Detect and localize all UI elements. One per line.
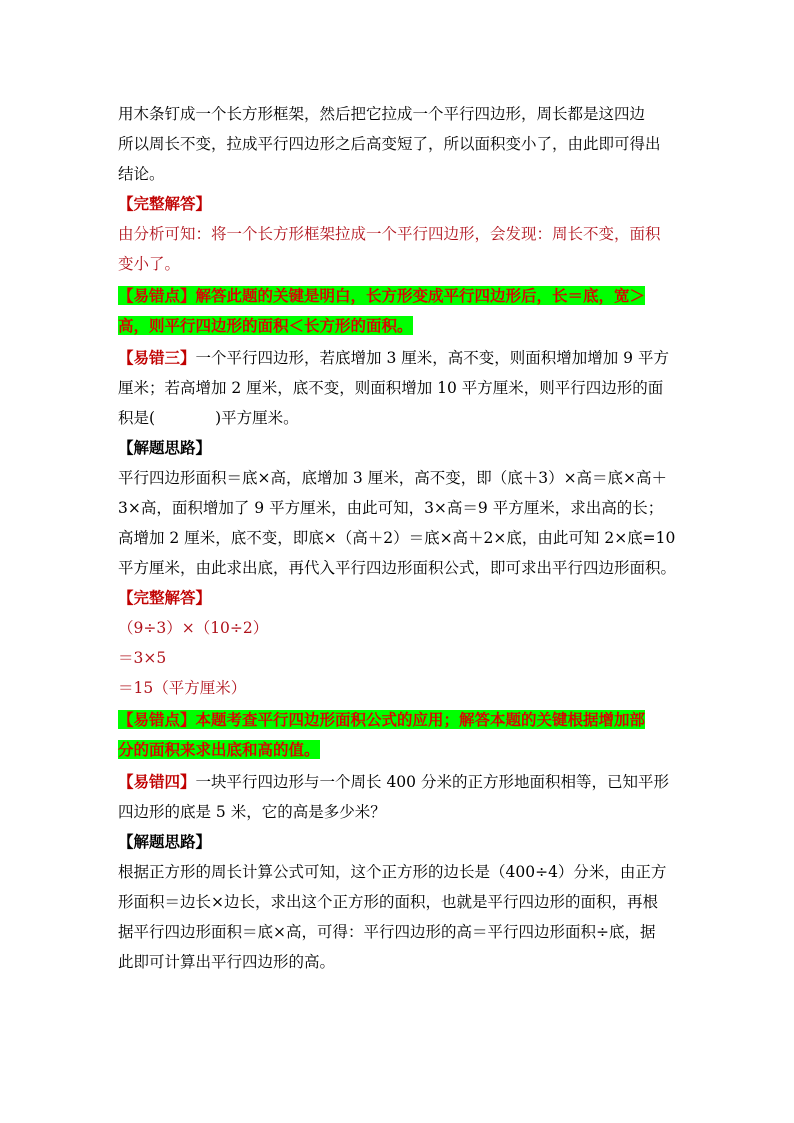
approach-line: 高增加 2 厘米，底不变，即底×（高＋2）＝底×高＋2×底，由此可知 2×底=10 [118,529,676,547]
answer-line: ＝3×5 [118,649,167,667]
problem-tag: 【易错三】 [118,348,196,367]
analysis-line: 用木条钉成一个长方形框架，然后把它拉成一个平行四边形，周长都是这四边 [118,105,646,123]
answer-line: （9÷3）×（10÷2） [118,619,269,637]
answer-line: 由分析可知：将一个长方形框架拉成一个平行四边形，会发现：周长不变，面积 [118,225,661,243]
analysis-line: 所以周长不变，拉成平行四边形之后高变短了，所以面积变小了，由此即可得出 [118,135,661,153]
analysis-line: 结论。 [118,165,165,183]
problem-tag: 【易错四】 [118,772,196,791]
approach-line: 形面积＝边长×边长，求出这个正方形的面积，也就是平行四边形的面积，再根 [118,893,658,911]
approach-line: 此即可计算出平行四边形的高。 [118,953,336,971]
approach-line: 据平行四边形面积＝底×高，可得：平行四边形的高＝平行四边形面积÷底，据 [118,923,656,941]
answer-line: 变小了。 [118,255,181,273]
document-body [118,99,683,977]
problem-four [118,767,683,797]
error-point-block [118,705,683,765]
error-point-block [118,281,683,341]
approach-heading: 【解题思路】 [118,832,212,851]
problem-line: 四边形的底是 5 米，它的高是多少米？ [118,803,386,821]
problem-line: 厘米；若高增加 2 厘米，底不变，则面积增加 10 平方厘米，则平行四边形的面 [118,379,664,397]
approach-line: 3×高，面积增加了 9 平方厘米，由此可知，3×高＝9 平方厘米，求出高的长； [118,499,664,517]
problem-line [118,403,683,433]
approach-line: 根据正方形的周长计算公式可知，这个正方形的边长是（400÷4）分米，由正方 [118,863,667,881]
problem-text: 一块平行四边形与一个周长 400 分米的正方形地面积相等，已知平形 [195,773,669,791]
problem-three [118,343,683,373]
approach-line: 平方厘米，由此求出底，再代入平行四边形面积公式，即可求出平行四边形面积。 [118,559,677,577]
approach-line: 平行四边形面积＝底×高，底增加 3 厘米，高不变，即（底＋3）×高＝底×高＋ [118,469,668,487]
problem-text: 积是( [118,409,156,427]
error-point-line: 【易错点】本题考查平行四边形面积公式的应用；解答本题的关键根据增加部 [118,710,646,729]
error-point-line: 分的面积来求出底和高的值。 [118,740,320,759]
answer-line: ＝15（平方厘米） [118,679,247,697]
error-point-line: 高，则平行四边形的面积＜长方形的面积。 [118,316,413,335]
answer-heading: 【完整解答】 [118,588,212,607]
answer-heading: 【完整解答】 [118,194,212,213]
problem-text: 一个平行四边形，若底增加 3 厘米，高不变，则面积增加增加 9 平方 [195,349,669,367]
error-point-line: 【易错点】解答此题的关键是明白，长方形变成平行四边形后，长＝底，宽＞ [118,286,646,305]
problem-text: )平方厘米。 [215,409,299,427]
approach-heading: 【解题思路】 [118,438,212,457]
